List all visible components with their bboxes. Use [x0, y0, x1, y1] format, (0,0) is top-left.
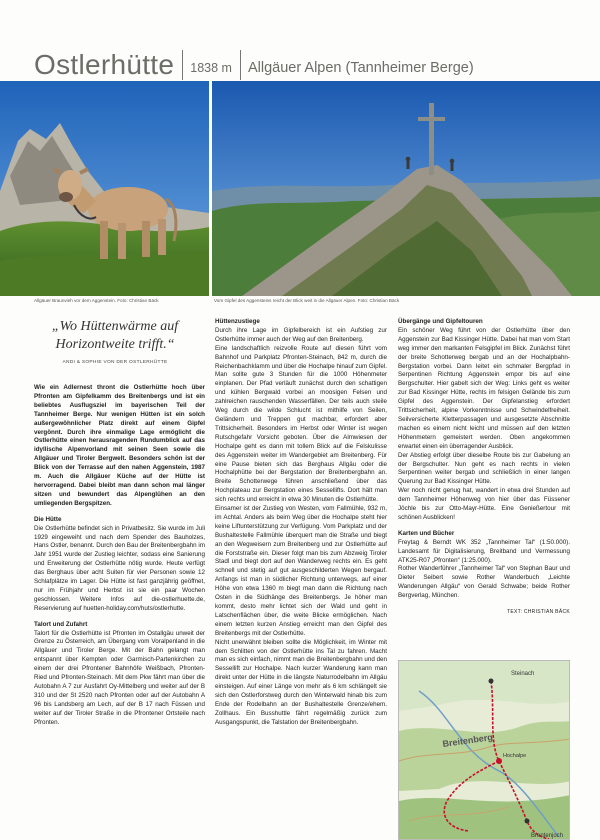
body-paragraph: Freytag & Berndt WK 352 „Tannheimer Tal“ (1:50.000). Landesamt für Digitalisierung, Breitband und Vermessung ATK25-R07 „Pfronten“ (1:25.000).	[398, 538, 570, 564]
title-divider	[240, 50, 241, 80]
section-heading: Talort und Zufahrt	[34, 620, 88, 628]
page-header	[34, 40, 474, 80]
body-paragraph: Ein schöner Weg führt von der Ostlerhütte über den Aggenstein zur Bad Kissinger Hütte. Dabei hat man vom Start weg immer den markanten Felsgipfel im Blick. Zunächst führt der breite Schotterweg bergab und an der Hochalpbahn-Bergstation vorbei. Dann leitet ein schmaler Bergpfad in Serpentinen Richtung Aggenstein empor bis auf eine Bergschulter. Hier gabelt sich der Weg: Links geht es weiter zur Bad Kissinger Hütte, rechts im felsigen Gelände bis zum Gipfel des Aggenstein. Der Gipfelanstieg erfordert Trittsicherheit, alpine Vorkenntnisse und Schwindelfreiheit. Seilversicherte Kletterpassagen und ausgesetzte Abschnitte machen es einem nicht leicht und müssen auf den letzten Höhenmetern gemeistert werden. Oben angekommen erwartet einen ein überragender Ausblick.	[398, 326, 570, 450]
cow-photo-caption: Allgäuer Braunvieh vor dem Aggenstein. Foto: Christian Bäck	[34, 298, 159, 303]
text-credit: TEXT: CHRISTIAN BÄCK	[507, 609, 570, 616]
body-paragraph: Wer noch nicht genug hat, wandert in etwa drei Stunden auf dem Tannheimer Höhenweg von hier über das Füssener Jöchle bis zur Otto-Mayr-Hütte. Eine Genießertour mit schönen Ausblicken!	[398, 487, 570, 521]
cow-photo	[0, 81, 209, 296]
quote-text: „Wo Hüttenwärme auf Horizontweite trifft.“	[51, 319, 179, 352]
section-heading: Karten und Bücher	[398, 529, 455, 537]
route-map	[398, 660, 570, 840]
body-paragraph: Durch ihre Lage im Gipfelbereich ist ein Aufstieg zur Ostlerhütte immer auch der Weg auf den Breitenberg.	[215, 326, 387, 343]
section-heading: Hüttenzustiege	[215, 318, 260, 325]
lead-paragraph: Wie ein Adlernest thront die Ostlerhütte hoch über Pfronten am Gipfelkamm des Breitenbergs und ist ein beliebtes Ausflugsziel im bayerischen Teil der Tannheimer Berge. Nur wenigen Hütten ist ein solch außergewöhnlicher Platz direkt auf einem Gipfel vergönnt. Durch ihre einmalige Lage ermöglicht die Ostlerhütte einen herausragenden Rundumblick auf das idyllische Alpenvorland mit seinen Seen sowie die Allgäuer und Tiroler Bergwelt. Besonders schön ist der Blick von der Terrasse auf den nahen Aggenstein, 1987 m. Auch die Allgäuer Küche auf der Hütte ist hervorragend. Dabei bleibt man dann schon mal länger sitzen und bewundert das Alpenglühen an den umliegenden Bergspitzen.	[34, 384, 205, 507]
column-left	[34, 384, 205, 728]
column-right	[398, 318, 570, 617]
map-label: Steinach	[511, 671, 535, 677]
title-divider	[182, 50, 183, 80]
column-middle	[215, 318, 387, 728]
summit-photo	[212, 81, 600, 296]
pull-quote	[30, 318, 200, 365]
map-label: Hochalpe	[503, 753, 527, 759]
body-paragraph: Einsamer ist der Zustieg von Westen, vom Fallmühle, 932 m, im Achtal. Anders als beim Weg über die Hochalpe steht hier keine Liftunterstützung zur Verfügung. Vom Parkplatz und der Bushaltestelle Fallmühle überquert man die Straße und biegt an den Wegweisern zum Breitenberg und zur Ostlerhütte auf die Forststraße ein. Dieser folgt man bis zum Abzweig Tiroler Stadl und biegt dort auf den Wanderweg rechts ein. Es geht schnell und stetig auf gut ausgeschilderten Wegen bergauf. Anfangs ist man in südlicher Richtung unterwegs, auf einer Höhe von etwa 1360 m biegt man dann die Richtung nach Osten in die Südhänge des Breitenbergs. Je höher man kommt, desto mehr lichtet sich der Wald und geht in Latschenflächen über, die weite Blicke ermöglichen. Nach einem letzten kurzen Anstieg erreicht man den Gipfel des Breitenbergs mit der Ostlerhütte.	[215, 505, 387, 637]
summit-photo-caption: Vom Gipfel des Aggensteins reicht der Blick weit in die Allgäuer Alpen. Foto: Christian Bäck	[214, 298, 400, 303]
body-paragraph: Eine landschaftlich reizvolle Route auf diesen führt vom Bahnhof und Parkplatz Pfronten-Steinach, 842 m, durch die Reichenbachklamm und über die Hochalpe hinauf zum Gipfel. Man sollte gute 3 Stunden für die 1000 Höhenmeter einplanen. Der Pfad verläuft zunächst durch den schattigen und kühlen Bergwald vorbei an moosigen Felsen und zahlreichen rauschenden Wasserfällen. Der teils auch steile Weg durch die wilde Schlucht ist mithilfe von Seilen, Geländern und Treppen gut machbar, erfordert aber Trittsicherheit. Besonders im Herbst oder Winter ist wegen Rutschgefahr Vorsicht geboten. Über die Almwiesen der Hochalpe geht es dann mit tollem Blick auf die Felskulisse des Aggenstein weiter im Wandergebiet am Breitenberg. Für eine Pause bieten sich das Berghaus Allgäu oder die Hochalphütte bei der Bergstation der Breitenbergbahn an. Breite Schotterwege führen anschließend über das Hochplateau zur Bergstation eines Sessellifts. Dort hält man sich rechts und erreicht in etwa 30 Minuten die Ostlerhütte.	[215, 344, 387, 504]
section-heading: Übergänge und Gipfeltouren	[398, 318, 483, 325]
quote-attribution: ANDI & SOPHIE VON DER OSTLERHÜTTE	[62, 360, 168, 365]
map-label: Brentenjoch	[531, 833, 564, 839]
body-paragraph: Die Ostlerhütte befindet sich in Privatbesitz. Sie wurde im Juli 1929 eingeweiht und nach dem Spender des Bauholzes, Hans Ostler, benannt. Durch den Bau der Breitenbergbahn im Jahr 1951 wurde der Zustieg leichter, sodass eine Sanierung und Erweiterung der Ostlerhütte nötig wurde. Heute verfügt das Berghaus über acht Suiten für vier Personen sowie 12 Schlafplätze im Lager. Die Hütte ist fast ganzjährig geöffnet, nur im Frühjahr und Herbst ist sie ein paar Wochen geschlossen. Weitere Infos auf die-ostlerhuette.de, Reservierung auf huetten-holiday.com/huts/ostlerhutte.	[34, 524, 205, 612]
body-paragraph: Rother Wanderführer „Tannheimer Tal“ von Stephan Baur und Dieter Seibert sowie Rother Wanderbuch „Leichte Wanderungen Allgäu“ von Gerald Schwabe; beide Rother Bergverlag, München.	[398, 565, 570, 600]
page-title: Ostlerhütte	[34, 49, 175, 80]
section-heading: Die Hütte	[34, 515, 62, 523]
region-label: Allgäuer Alpen (Tannheimer Berge)	[247, 60, 474, 76]
body-paragraph: Talort für die Ostlerhütte ist Pfronten im Ostallgäu unweit der Grenze zu Österreich, am Übergang vom Voralpenland in die Allgäuer und Tiroler Berge. Mit der Bahn gelangt man entspannt über Kempten oder Garmisch-Partenkirchen zu einem der drei Pfrontener Bahnhöfe Weißbach, Pfronten-Ried und Pfronten-Steinach. Mit dem Pkw fährt man über die Autobahn A 7 zur Ausfahrt Oy-Mittelberg und weiter auf der B 310 und der St 2520 nach Pfronten oder auf der Autobahn A 96 bis Landsberg am Lech, auf der B 17 nach Füssen und weiter auf der Tiroler Straße in die Pfrontener Ortsteile nach Pfronten.	[34, 629, 205, 726]
altitude-label: 1838 m	[190, 61, 232, 75]
body-paragraph: Nicht unerwähnt bleiben sollte die Möglichkeit, im Winter mit dem Schlitten von der Ostlerhütte ins Tal zu fahren. Macht man es sich einfach, nimmt man die Breitenbergbahn und den Sessellift zur Hochalpe. Nach kurzer Wanderung kann man direkt unter der Hütte in die längste Naturrodelbahn im Allgäu einsteigen. Auf einer Länge von mehr als 6 km schlängelt sie sich den Ostlerforstweg durch den Winterwald hinab bis zum Ende der Rodelbahn an der Bushaltestelle Grenze/ehem. Zollhaus. Ein Busshuttle fährt regelmäßig zurück zum Ausgangspunkt, die Talstation der Breitenbergbahn.	[215, 638, 387, 726]
body-paragraph: Der Abstieg erfolgt über dieselbe Route bis zur Gabelung an der Bergschulter. Nun geht es nach rechts in vielen Serpentinen weiter bergab und schließlich in einer langen Querung zur Bad Kissinger Hütte.	[398, 451, 570, 486]
map-label: Breitenberg	[441, 732, 494, 749]
